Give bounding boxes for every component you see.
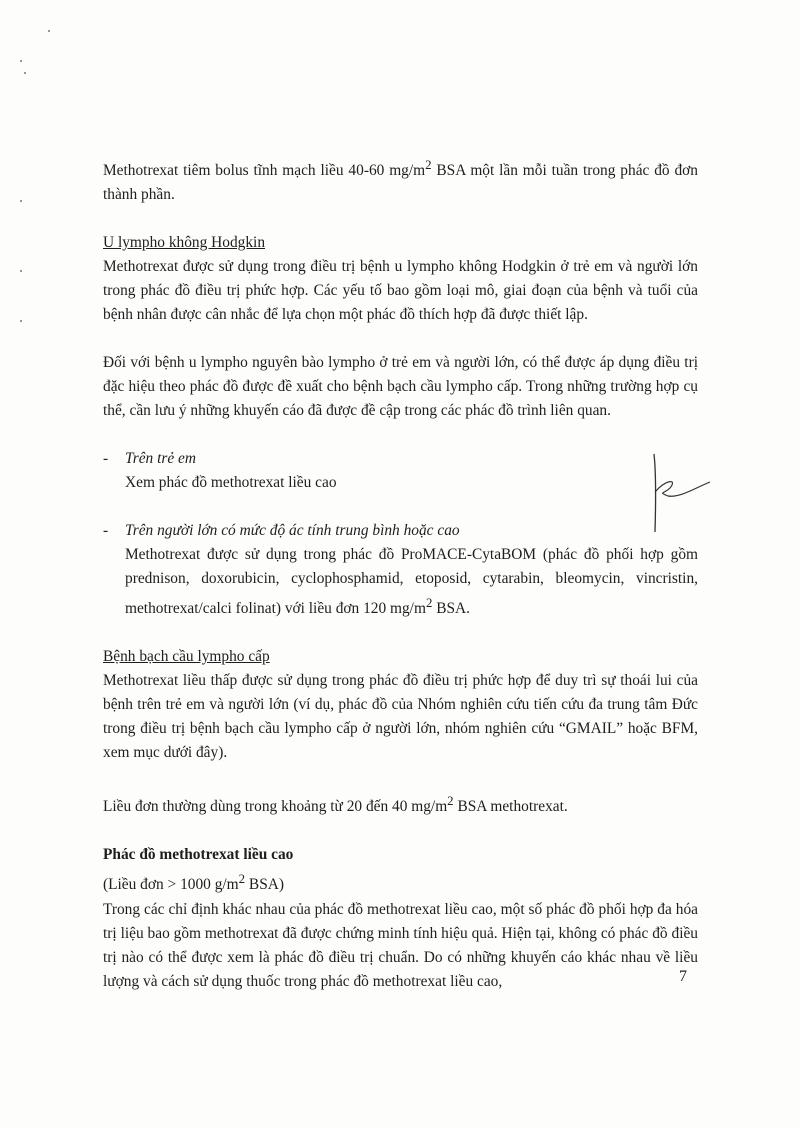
list-item-title: Trên người lớn có mức độ ác tính trung bình hoặc cao [125, 522, 460, 540]
scan-speck [20, 270, 22, 272]
signature-mark [640, 452, 720, 542]
heading-high-dose: Phác đồ methotrexat liều cao [103, 846, 294, 864]
list-item-title: Trên trẻ em [125, 450, 196, 468]
paragraph-high-dose: Trong các chỉ định khác nhau của phác đồ methotrexat liều cao, một số phác đồ phối hợp đa hóa trị liệu bao gồm methotrexat đã được chứng minh tính hiệu quả. Hiện tại, không có phác đồ điều trị nào có thể được xem là phác đồ điều trị chuẩn. Do có những khuyến cáo khác nhau về liều lượng và cách sử dụng thuốc trong phác đồ methotrexat liều cao, [103, 900, 698, 990]
scan-speck [20, 60, 22, 62]
list-item-children: - Trên trẻ em Xem phác đồ methotrexat liều cao [103, 447, 698, 495]
document-page [103, 153, 698, 994]
scan-speck [24, 72, 26, 74]
scan-speck [20, 200, 22, 202]
paragraph-all-low-dose: Methotrexat liều thấp được sử dụng trong phác đồ điều trị phức hợp để duy trì sự thoái lui của bệnh trên trẻ em và người lớn (ví dụ, phác đồ của Nhóm nghiên cứu tiến cứu đa trung tâm Đức trong điều trị bệnh bạch cầu lympho cấp ở người lớn, nhóm nghiên cứu “GMAIL” hoặc BFM, xem mục dưới đây). [103, 672, 698, 762]
heading-all: Bệnh bạch cầu lympho cấp [103, 648, 270, 666]
list-item-adults: - Trên người lớn có mức độ ác tính trung bình hoặc cao Methotrexat được sử dụng trong phác đồ ProMACE-CytaBOM (phác đồ phối hợp gồm prednison, doxorubicin, cyclophosphamid, etoposid, cytarabin, bleomycin, vincristin, methotrexat/calci folinat) với liều đơn 120 $mg/m^2$ BSA. [103, 519, 698, 621]
paragraph-bolus: Methotrexat tiêm bolus tĩnh mạch liều 40-60 $mg/m^2$ BSA một lần mỗi tuần trong phác đồ đơn thành phần. [103, 158, 698, 204]
subheading-high-dose: (Liều đơn > 1000 $g/m^2$ BSA) [103, 872, 284, 894]
paragraph-nhl-intro: Methotrexat được sử dụng trong điều trị bệnh u lympho không Hodgkin ở trẻ em và người lớn trong phác đồ điều trị phức hợp. Các yếu tố bao gồm loại mô, giai đoạn của bệnh và tuổi của bệnh nhân được cân nhắc để lựa chọn một phác đồ thích hợp đã được thiết lập. [103, 258, 698, 324]
paragraph-all-dose: Liều đơn thường dùng trong khoảng từ 20 đến 40 $mg/m^2$ BSA methotrexat. [103, 794, 568, 816]
page-number: 7 [679, 968, 687, 985]
paragraph-nhl-lymphoblastic: Đối với bệnh u lympho nguyên bào lympho ở trẻ em và người lớn, có thể được áp dụng điều trị đặc hiệu theo phác đồ được đề xuất cho bệnh bạch cầu lympho cấp. Trong những trường hợp cụ thể, cần lưu ý những khuyến cáo đã được đề cập trong các phác đồ trình liên quan. [103, 354, 698, 420]
list-item-text: Methotrexat được sử dụng trong phác đồ ProMACE-CytaBOM (phác đồ phối hợp gồm prednison, doxorubicin, cyclophosphamid, etoposid, cytarabin, bleomycin, vincristin, methotrexat/calci folinat) với liều đơn 120 $mg/m^2$ BSA. [125, 546, 698, 618]
scan-speck [48, 30, 50, 32]
list-item-text: Xem phác đồ methotrexat liều cao [125, 474, 337, 492]
heading-nhl: U lympho không Hodgkin [103, 234, 266, 252]
scan-speck [20, 320, 22, 322]
